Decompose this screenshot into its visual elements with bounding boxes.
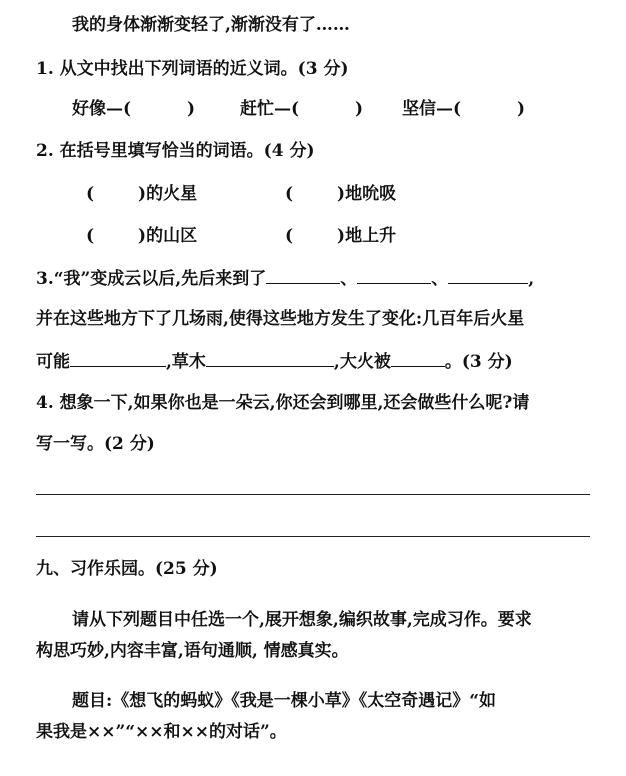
answer-line-2[interactable] — [36, 536, 590, 537]
q1-item-1-word: 好像—( — [72, 99, 132, 119]
q3-line3-b: ,草木 — [166, 352, 206, 372]
section-9-topics-line-1: 题目:《想飞的蚂蚁》《我是一棵小草》《太空奇遇记》“如 — [72, 691, 497, 711]
question-4-line-1: 4. 想象一下,如果你也是一朵云,你还会到哪里,还会做些什么呢?请 — [36, 393, 530, 413]
q2-item-4-open: ( — [285, 226, 294, 246]
q3-blank-3[interactable] — [448, 267, 528, 284]
question-2-title: 2. 在括号里填写恰当的词语。(4 分) — [36, 141, 315, 161]
q2-item-4-close: )地上升 — [337, 226, 397, 246]
q1-item-3-word: 坚信—( — [402, 99, 462, 119]
question-3-line-2: 并在这些地方下了几场雨,使得这些地方发生了变化:几百年后火星 — [36, 309, 525, 329]
intro-line: 我的身体渐渐变轻了,渐渐没有了…… — [72, 15, 350, 35]
q3-line1-text: 3.“我”变成云以后,先后来到了 — [36, 269, 267, 289]
q2-item-1-open: ( — [86, 184, 95, 204]
q3-blank-2[interactable] — [357, 267, 431, 284]
section-9-title: 九、习作乐园。(25 分) — [36, 559, 218, 579]
q3-blank-5[interactable] — [206, 350, 334, 367]
q1-item-1-close: ) — [187, 99, 196, 119]
q2-item-2-close: )地吮吸 — [337, 184, 397, 204]
q3-end-1: , — [528, 269, 535, 289]
q1-item-2-word: 赶忙—( — [240, 99, 300, 119]
q1-item-2 — [240, 98, 363, 120]
q1-item-3-close: ) — [517, 99, 526, 119]
question-3-line-1 — [36, 267, 534, 290]
q3-blank-6[interactable] — [391, 350, 445, 367]
q2-item-3-close: )的山区 — [138, 226, 198, 246]
question-1-title: 1. 从文中找出下列词语的近义词。(3 分) — [36, 59, 349, 79]
q3-line3-c: ,大火被 — [333, 352, 391, 372]
q1-item-2-close: ) — [355, 99, 364, 119]
q3-blank-1[interactable] — [266, 267, 340, 284]
q3-line3-a: 可能 — [36, 352, 70, 372]
q2-item-3 — [86, 225, 197, 247]
q2-item-1 — [86, 183, 197, 205]
q3-blank-4[interactable] — [70, 350, 166, 367]
section-9-instruction-line-2: 构思巧妙,内容丰富,语句通顺, 情感真实。 — [36, 641, 349, 661]
q2-item-2 — [285, 183, 396, 205]
section-9-instruction-line-1: 请从下列题目中任选一个,展开想象,编织故事,完成习作。要求 — [72, 610, 532, 630]
question-4-line-2: 写一写。(2 分) — [36, 434, 155, 454]
q1-item-1 — [72, 98, 195, 120]
q3-line3-d: 。(3 分) — [444, 352, 513, 372]
q1-item-3 — [402, 98, 525, 120]
q2-item-3-open: ( — [86, 226, 95, 246]
answer-line-1[interactable] — [36, 494, 590, 495]
q3-sep-1: 、 — [340, 269, 358, 289]
q2-item-4 — [285, 225, 396, 247]
q3-sep-2: 、 — [431, 269, 449, 289]
q2-item-1-close: )的火星 — [138, 184, 198, 204]
section-9-topics-line-2: 果我是××”“××和××的对话”。 — [36, 722, 287, 742]
q2-item-2-open: ( — [285, 184, 294, 204]
question-3-line-3 — [36, 350, 513, 373]
